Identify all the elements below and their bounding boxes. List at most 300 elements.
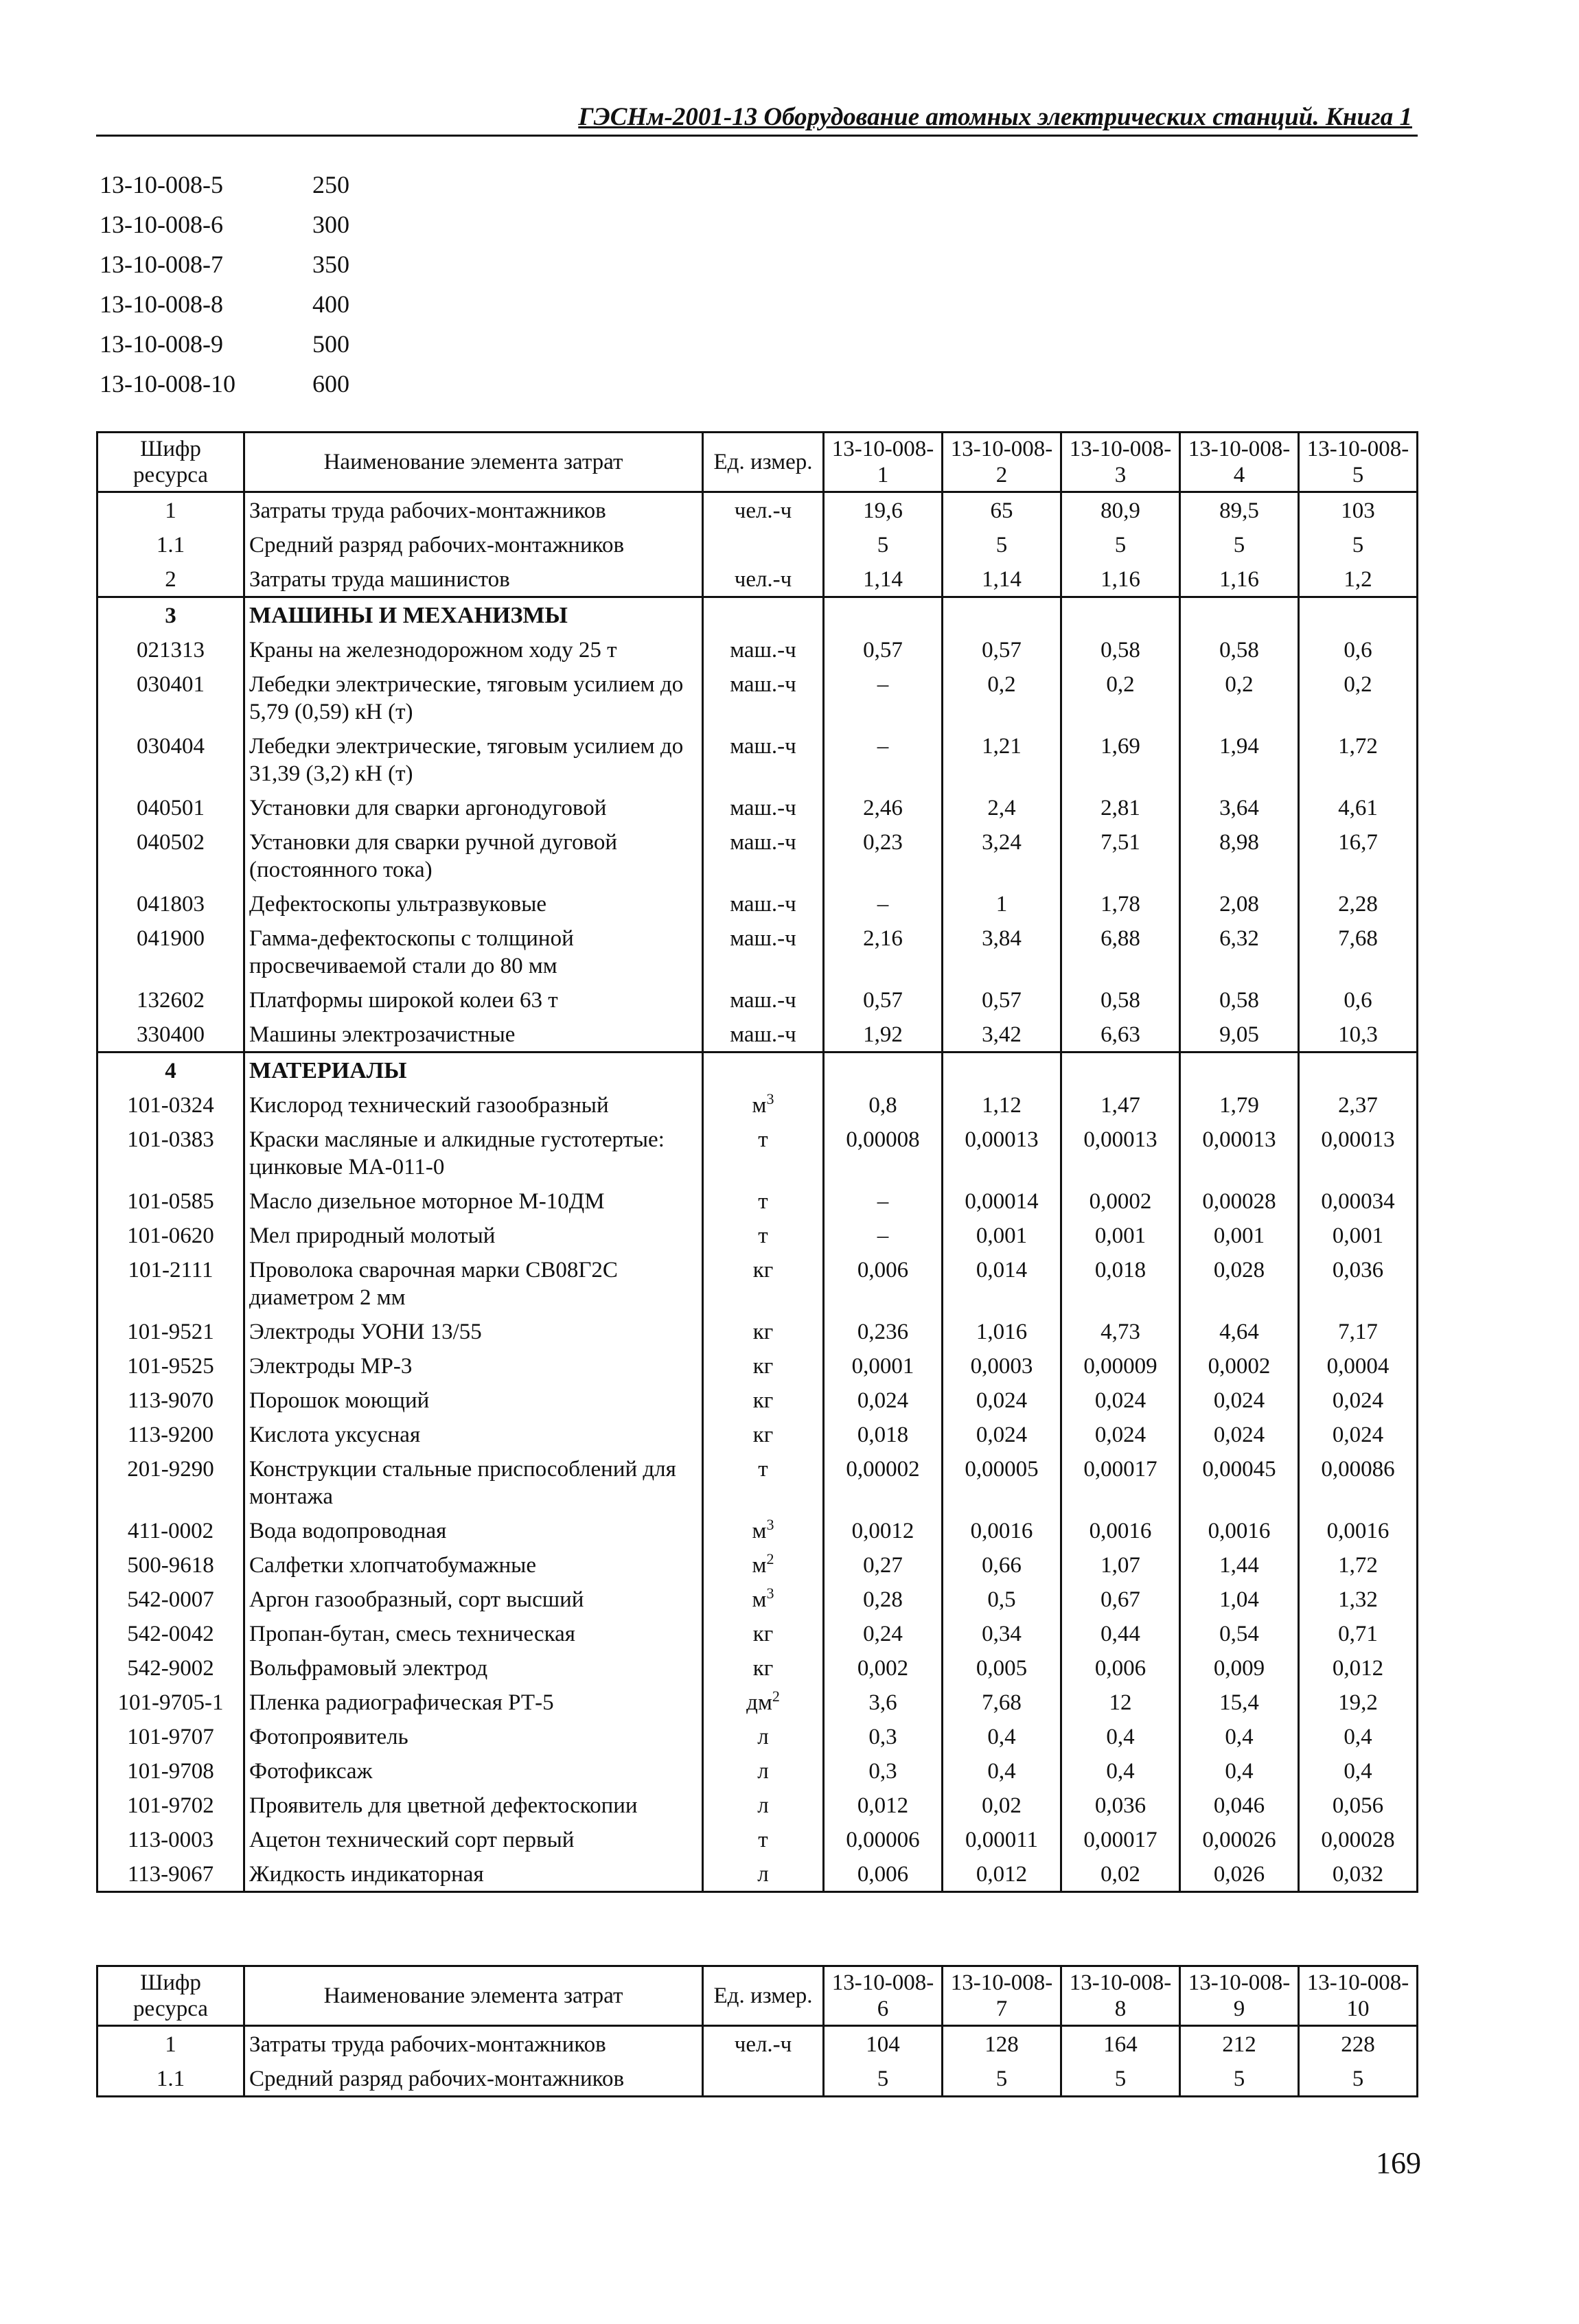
table-row	[97, 1616, 1418, 1650]
norm-value-cell: 128	[943, 2026, 1061, 2062]
header-cost-element-name: Наименование элемента затрат	[244, 1966, 703, 2026]
norm-value-cell: 0,00006	[824, 1822, 943, 1856]
table-row	[97, 1122, 1418, 1184]
resource-code-cell: 030404	[97, 728, 244, 790]
table-body	[97, 492, 1418, 1892]
resource-code-cell: 3	[97, 597, 244, 633]
norm-value-cell: 0,3	[824, 1753, 943, 1788]
norm-value-cell: 0,2	[1061, 667, 1180, 728]
norm-value-cell: 0,00008	[824, 1122, 943, 1184]
norm-value-cell: –	[824, 1184, 943, 1218]
norm-value-cell	[943, 597, 1061, 633]
unit-text: дм	[746, 1690, 772, 1715]
resource-code-cell: 101-0585	[97, 1184, 244, 1218]
table-header-row	[97, 433, 1418, 492]
resource-code-cell: 4	[97, 1052, 244, 1088]
norm-value-cell: 0,44	[1061, 1616, 1180, 1650]
norm-value-cell: 1,92	[824, 1017, 943, 1052]
norm-value-cell	[1180, 597, 1299, 633]
cost-element-name-cell: Конструкции стальные приспособлений для монтажа	[244, 1451, 703, 1513]
norm-value-cell: 0,005	[943, 1650, 1061, 1685]
unit-cell	[703, 1122, 824, 1184]
resource-code-cell: 113-9070	[97, 1383, 244, 1417]
header-norm-column: 13-10-008-7	[943, 1966, 1061, 2026]
norm-value-cell: 0,00005	[943, 1451, 1061, 1513]
header-norm-column: 13-10-008-9	[1180, 1966, 1299, 2026]
resource-code-cell: 101-9707	[97, 1719, 244, 1753]
norm-value-cell: 0,012	[824, 1788, 943, 1822]
header-norm-column: 13-10-008-8	[1061, 1966, 1180, 2026]
unit-text: маш.-ч	[730, 988, 796, 1013]
norm-value-cell: 1,69	[1061, 728, 1180, 790]
norm-value-cell: 3,84	[943, 921, 1061, 982]
section-row	[97, 597, 1418, 633]
header-norm-column: 13-10-008-1	[824, 433, 943, 492]
unit-cell	[703, 1753, 824, 1788]
table-row	[97, 527, 1418, 562]
norm-value-cell: 1,78	[1061, 886, 1180, 921]
norm-value-cell: 0,00013	[1299, 1122, 1418, 1184]
unit-cell	[703, 1856, 824, 1892]
norm-value-cell: 0,66	[943, 1548, 1061, 1582]
norm-value-cell: 2,81	[1061, 790, 1180, 825]
norm-value-cell	[1299, 597, 1418, 633]
norm-value-cell: 4,64	[1180, 1314, 1299, 1348]
cost-element-name-cell: Салфетки хлопчатобумажные	[244, 1548, 703, 1582]
unit-cell	[703, 1314, 824, 1348]
cost-element-name-cell: Ацетон технический сорт первый	[244, 1822, 703, 1856]
unit-exponent: 3	[766, 1516, 774, 1533]
norm-value-cell	[1061, 597, 1180, 633]
norm-value-cell: 0,024	[1061, 1383, 1180, 1417]
norm-value-cell: 3,6	[824, 1685, 943, 1719]
cost-element-name-cell: Электроды МР-3	[244, 1348, 703, 1383]
unit-text: т	[758, 1828, 768, 1852]
norm-value-cell: 1,79	[1180, 1088, 1299, 1122]
table-row	[97, 1383, 1418, 1417]
resource-cost-table-2	[96, 1965, 1418, 2097]
norm-value-cell: 6,63	[1061, 1017, 1180, 1052]
header-unit: Ед. измер.	[703, 433, 824, 492]
code-list-code: 13-10-008-9	[100, 330, 223, 358]
norm-value-cell: –	[824, 1218, 943, 1252]
unit-cell	[703, 1417, 824, 1451]
norm-value-cell: 228	[1299, 2026, 1418, 2062]
norm-value-cell: 6,32	[1180, 921, 1299, 982]
resource-code-cell: 101-9702	[97, 1788, 244, 1822]
unit-cell	[703, 492, 824, 528]
resource-code-cell: 1	[97, 492, 244, 528]
code-list-value: 300	[312, 211, 349, 238]
norm-value-cell: 0,0016	[1180, 1513, 1299, 1548]
header-resource-code: Шифр ресурса	[97, 1966, 244, 2026]
table-row	[97, 982, 1418, 1017]
norm-value-cell: 7,68	[943, 1685, 1061, 1719]
norm-value-cell: 0,0003	[943, 1348, 1061, 1383]
norm-value-cell: 0,6	[1299, 632, 1418, 667]
norm-value-cell: 0,34	[943, 1616, 1061, 1650]
norm-value-cell: 0,57	[943, 632, 1061, 667]
table-row	[97, 2026, 1418, 2062]
norm-value-cell: 5	[1180, 2061, 1299, 2097]
table-row	[97, 1348, 1418, 1383]
norm-value-cell: 0,58	[1180, 982, 1299, 1017]
norm-value-cell: 0,0002	[1061, 1184, 1180, 1218]
norm-value-cell: 0,00013	[943, 1122, 1061, 1184]
norm-value-cell: 4,73	[1061, 1314, 1180, 1348]
resource-code-cell: 201-9290	[97, 1451, 244, 1513]
norm-value-cell: 1,47	[1061, 1088, 1180, 1122]
header-norm-column: 13-10-008-4	[1180, 433, 1299, 492]
norm-value-cell: 7,68	[1299, 921, 1418, 982]
norm-value-cell: 8,98	[1180, 825, 1299, 886]
norm-value-cell: 0,0001	[824, 1348, 943, 1383]
norm-value-cell: 1,72	[1299, 1548, 1418, 1582]
resource-code-cell: 101-0324	[97, 1088, 244, 1122]
norm-value-cell: 0,236	[824, 1314, 943, 1348]
table-row	[97, 921, 1418, 982]
norm-value-cell: 5	[1180, 527, 1299, 562]
norm-value-cell: 1,14	[824, 562, 943, 597]
norm-value-cell: 19,6	[824, 492, 943, 528]
table-row	[97, 825, 1418, 886]
unit-text: кг	[752, 1423, 774, 1447]
table-row	[97, 1685, 1418, 1719]
norm-value-cell: 6,88	[1061, 921, 1180, 982]
cost-element-name-cell: Фотопроявитель	[244, 1719, 703, 1753]
norm-value-cell: 0,00009	[1061, 1348, 1180, 1383]
unit-cell	[703, 1582, 824, 1616]
norm-value-cell: 0,006	[1061, 1650, 1180, 1685]
norm-value-cell: 0,2	[1180, 667, 1299, 728]
unit-text: чел.-ч	[734, 2032, 792, 2057]
unit-text: кг	[752, 1258, 774, 1282]
unit-text: чел.-ч	[734, 567, 792, 592]
cost-element-name-cell: Аргон газообразный, сорт высший	[244, 1582, 703, 1616]
norm-value-cell: 0,54	[1180, 1616, 1299, 1650]
unit-text: маш.-ч	[730, 830, 796, 855]
norm-value-cell: 0,028	[1180, 1252, 1299, 1314]
norm-value-cell: 0,014	[943, 1252, 1061, 1314]
norm-value-cell: 0,0012	[824, 1513, 943, 1548]
code-list-row	[100, 324, 349, 364]
norm-value-cell: 0,00013	[1061, 1122, 1180, 1184]
norm-value-cell: 2,4	[943, 790, 1061, 825]
cost-element-name-cell: Краны на железнодорожном ходу 25 т	[244, 632, 703, 667]
norm-value-cell: 5	[943, 527, 1061, 562]
unit-cell	[703, 1052, 824, 1088]
norm-value-cell	[824, 597, 943, 633]
unit-cell	[703, 597, 824, 633]
norm-value-cell: 0,00014	[943, 1184, 1061, 1218]
code-list-value: 600	[312, 370, 349, 398]
cost-element-name-cell: Средний разряд рабочих-монтажников	[244, 2061, 703, 2097]
table-body	[97, 2026, 1418, 2097]
code-list-row	[100, 364, 349, 404]
unit-text: маш.-ч	[730, 926, 796, 951]
table-row	[97, 667, 1418, 728]
table-row	[97, 492, 1418, 528]
norm-value-cell: 5	[943, 2061, 1061, 2097]
norm-value-cell: 16,7	[1299, 825, 1418, 886]
code-list-value: 500	[312, 330, 349, 358]
norm-value-cell: 0,001	[943, 1218, 1061, 1252]
norm-value-cell: 2,37	[1299, 1088, 1418, 1122]
code-list-code: 13-10-008-7	[100, 251, 223, 278]
code-list-row	[100, 165, 349, 205]
cost-element-name-cell: Вольфрамовый электрод	[244, 1650, 703, 1685]
cost-element-name-cell: Лебедки электрические, тяговым усилием до 5,79 (0,59) кН (т)	[244, 667, 703, 728]
unit-cell	[703, 1252, 824, 1314]
norm-value-cell: 0,032	[1299, 1856, 1418, 1892]
norm-value-cell: 2,46	[824, 790, 943, 825]
table-row	[97, 1184, 1418, 1218]
cost-element-name-cell: Пропан-бутан, смесь техническая	[244, 1616, 703, 1650]
unit-text: маш.-ч	[730, 638, 796, 663]
table-row	[97, 1582, 1418, 1616]
norm-value-cell: 15,4	[1180, 1685, 1299, 1719]
resource-code-cell: 041900	[97, 921, 244, 982]
unit-text: чел.-ч	[734, 498, 792, 523]
norm-value-cell: 80,9	[1061, 492, 1180, 528]
norm-value-cell: 3,42	[943, 1017, 1061, 1052]
norm-value-cell: 0,024	[1299, 1417, 1418, 1451]
norm-value-cell: 0,57	[824, 632, 943, 667]
norm-value-cell: 1,2	[1299, 562, 1418, 597]
norm-value-cell: 0,02	[943, 1788, 1061, 1822]
cost-element-name-cell: Фотофиксаж	[244, 1753, 703, 1788]
unit-cell	[703, 1348, 824, 1383]
table-row	[97, 1548, 1418, 1582]
cost-element-name-cell: Платформы широкой колеи 63 т	[244, 982, 703, 1017]
cost-element-name-cell: Установки для сварки аргонодуговой	[244, 790, 703, 825]
code-list-value: 250	[312, 171, 349, 198]
unit-text: кг	[752, 1354, 774, 1379]
norm-value-cell: 0,4	[943, 1719, 1061, 1753]
norm-value-cell: 12	[1061, 1685, 1180, 1719]
norm-value-cell: 5	[1061, 2061, 1180, 2097]
unit-cell	[703, 921, 824, 982]
cost-element-name-cell: Порошок моющий	[244, 1383, 703, 1417]
cost-element-name-cell: Электроды УОНИ 13/55	[244, 1314, 703, 1348]
unit-cell	[703, 1088, 824, 1122]
unit-text: т	[758, 1457, 768, 1482]
code-list-row	[100, 205, 349, 244]
norm-value-cell	[824, 1052, 943, 1088]
norm-value-cell: 3,24	[943, 825, 1061, 886]
unit-text: т	[758, 1189, 768, 1214]
norm-value-cell: 0,024	[1299, 1383, 1418, 1417]
norm-value-cell: 0,4	[943, 1753, 1061, 1788]
resource-code-cell: 101-9521	[97, 1314, 244, 1348]
norm-value-cell: 0,00045	[1180, 1451, 1299, 1513]
unit-text: м	[752, 1519, 767, 1543]
norm-value-cell: 0,036	[1061, 1788, 1180, 1822]
table-row	[97, 1513, 1418, 1548]
code-list-row	[100, 244, 349, 284]
resource-code-cell: 040502	[97, 825, 244, 886]
unit-text: л	[757, 1793, 769, 1818]
norm-value-cell: 0,4	[1061, 1753, 1180, 1788]
unit-text: м	[752, 1093, 767, 1118]
unit-text: маш.-ч	[730, 892, 796, 917]
resource-code-cell: 101-0620	[97, 1218, 244, 1252]
table-row	[97, 1719, 1418, 1753]
norm-value-cell: 0,0016	[1299, 1513, 1418, 1548]
unit-cell	[703, 1650, 824, 1685]
unit-text: кг	[752, 1656, 774, 1681]
norm-value-cell: 0,001	[1180, 1218, 1299, 1252]
resource-code-cell: 101-9708	[97, 1753, 244, 1788]
table-row	[97, 1856, 1418, 1892]
norm-value-cell: 0,23	[824, 825, 943, 886]
norm-value-cell: 1,12	[943, 1088, 1061, 1122]
cost-element-name-cell: Кислота уксусная	[244, 1417, 703, 1451]
unit-text: кг	[752, 1320, 774, 1344]
unit-cell	[703, 982, 824, 1017]
unit-cell	[703, 886, 824, 921]
code-list-value: 350	[312, 251, 349, 278]
norm-value-cell: 1,44	[1180, 1548, 1299, 1582]
norm-value-cell: 0,28	[824, 1582, 943, 1616]
unit-cell	[703, 1017, 824, 1052]
norm-value-cell: 0,67	[1061, 1582, 1180, 1616]
norm-value-cell: 1,32	[1299, 1582, 1418, 1616]
norm-value-cell	[943, 1052, 1061, 1088]
unit-cell	[703, 1685, 824, 1719]
unit-cell	[703, 2026, 824, 2062]
norm-value-cell: 0,00002	[824, 1451, 943, 1513]
norm-value-cell: 9,05	[1180, 1017, 1299, 1052]
norm-value-cell: 0,00017	[1061, 1822, 1180, 1856]
resource-code-cell: 021313	[97, 632, 244, 667]
section-row	[97, 1052, 1418, 1088]
cost-element-name-cell: Гамма-дефектоскопы с толщиной просвечиваемой стали до 80 мм	[244, 921, 703, 982]
code-value-list	[100, 165, 349, 404]
norm-value-cell: 0,00026	[1180, 1822, 1299, 1856]
header-norm-column: 13-10-008-10	[1299, 1966, 1418, 2026]
page-header	[96, 103, 1418, 137]
norm-value-cell: 0,00028	[1180, 1184, 1299, 1218]
table-row	[97, 1017, 1418, 1052]
resource-code-cell: 101-0383	[97, 1122, 244, 1184]
unit-cell	[703, 1719, 824, 1753]
norm-value-cell: –	[824, 886, 943, 921]
norm-value-cell: 0,57	[943, 982, 1061, 1017]
norm-value-cell: 0,00086	[1299, 1451, 1418, 1513]
unit-cell	[703, 1383, 824, 1417]
norm-value-cell: 0,006	[824, 1252, 943, 1314]
norm-value-cell: 0,026	[1180, 1856, 1299, 1892]
unit-exponent: 2	[766, 1550, 774, 1567]
unit-text: маш.-ч	[730, 1022, 796, 1047]
norm-value-cell	[1061, 1052, 1180, 1088]
norm-value-cell: 0,00013	[1180, 1122, 1299, 1184]
norm-value-cell: 2,08	[1180, 886, 1299, 921]
resource-code-cell: 1	[97, 2026, 244, 2062]
resource-code-cell: 030401	[97, 667, 244, 728]
norm-value-cell: 0,0016	[943, 1513, 1061, 1548]
norm-value-cell: 0,024	[943, 1417, 1061, 1451]
norm-value-cell: 7,51	[1061, 825, 1180, 886]
unit-text: т	[758, 1127, 768, 1152]
resource-code-cell: 2	[97, 562, 244, 597]
table-row	[97, 1650, 1418, 1685]
resource-code-cell: 113-9067	[97, 1856, 244, 1892]
norm-value-cell: 1,07	[1061, 1548, 1180, 1582]
unit-cell	[703, 1218, 824, 1252]
norm-value-cell: 1,72	[1299, 728, 1418, 790]
cost-element-name-cell: Вода водопроводная	[244, 1513, 703, 1548]
norm-value-cell: 0,001	[1299, 1218, 1418, 1252]
norm-value-cell: 0,58	[1061, 632, 1180, 667]
table-row	[97, 790, 1418, 825]
table-row	[97, 632, 1418, 667]
unit-cell	[703, 1513, 824, 1548]
code-list-row	[100, 284, 349, 324]
table-row	[97, 2061, 1418, 2097]
norm-value-cell: 2,16	[824, 921, 943, 982]
code-list-code: 13-10-008-5	[100, 171, 223, 198]
norm-value-cell: 89,5	[1180, 492, 1299, 528]
norm-value-cell: 0,002	[824, 1650, 943, 1685]
unit-cell	[703, 1451, 824, 1513]
norm-value-cell: 212	[1180, 2026, 1299, 2062]
norm-value-cell: 0,4	[1180, 1719, 1299, 1753]
unit-text: л	[757, 1759, 769, 1784]
resource-code-cell: 1.1	[97, 2061, 244, 2097]
norm-value-cell: 0,024	[1180, 1383, 1299, 1417]
header-norm-column: 13-10-008-3	[1061, 433, 1180, 492]
unit-text: л	[757, 1862, 769, 1887]
resource-code-cell: 330400	[97, 1017, 244, 1052]
resource-code-cell: 1.1	[97, 527, 244, 562]
cost-element-name-cell: Затраты труда машинистов	[244, 562, 703, 597]
unit-cell	[703, 562, 824, 597]
resource-code-cell: 041803	[97, 886, 244, 921]
cost-element-name-cell: Масло дизельное моторное М-10ДМ	[244, 1184, 703, 1218]
resource-code-cell: 132602	[97, 982, 244, 1017]
norm-value-cell: 0,018	[1061, 1252, 1180, 1314]
norm-value-cell: 0,056	[1299, 1788, 1418, 1822]
code-list-value: 400	[312, 290, 349, 318]
norm-value-cell: 65	[943, 492, 1061, 528]
unit-cell	[703, 667, 824, 728]
norm-value-cell: 0,58	[1180, 632, 1299, 667]
unit-text: маш.-ч	[730, 672, 796, 697]
norm-value-cell: 7,17	[1299, 1314, 1418, 1348]
norm-value-cell: 0,5	[943, 1582, 1061, 1616]
norm-value-cell: –	[824, 667, 943, 728]
resource-code-cell: 500-9618	[97, 1548, 244, 1582]
norm-value-cell: 4,61	[1299, 790, 1418, 825]
header-cost-element-name: Наименование элемента затрат	[244, 433, 703, 492]
resource-code-cell: 542-9002	[97, 1650, 244, 1685]
unit-cell	[703, 790, 824, 825]
cost-element-name-cell: Средний разряд рабочих-монтажников	[244, 527, 703, 562]
table-row	[97, 1451, 1418, 1513]
norm-value-cell: 2,28	[1299, 886, 1418, 921]
norm-value-cell: 103	[1299, 492, 1418, 528]
unit-text: кг	[752, 1388, 774, 1413]
table-row	[97, 1753, 1418, 1788]
norm-value-cell: 0,0016	[1061, 1513, 1180, 1548]
norm-value-cell: 0,006	[824, 1856, 943, 1892]
norm-value-cell: 0,0004	[1299, 1348, 1418, 1383]
norm-value-cell: 0,4	[1299, 1753, 1418, 1788]
norm-value-cell: 0,4	[1061, 1719, 1180, 1753]
resource-code-cell: 411-0002	[97, 1513, 244, 1548]
